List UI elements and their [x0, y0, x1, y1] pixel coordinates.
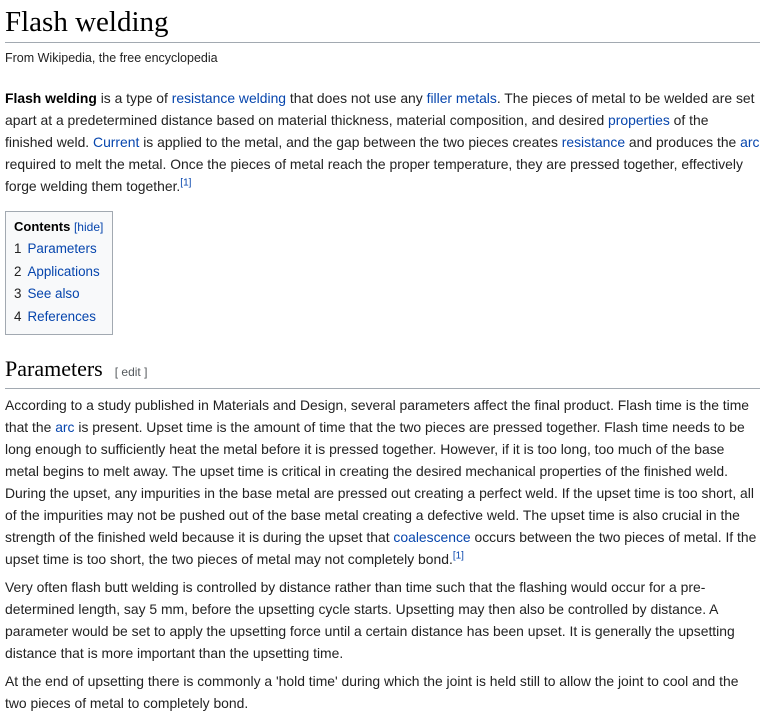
intro-text: of the finished weld.	[5, 112, 709, 150]
site-tagline: From Wikipedia, the free encyclopedia	[5, 51, 218, 65]
intro-text: is applied to the metal, and the gap between the two pieces creates	[139, 134, 562, 150]
table-of-contents	[5, 211, 113, 335]
toc-link[interactable]: See also	[27, 286, 80, 301]
parameters-paragraph-2: Very often flash butt welding is controlled by distance rather than time such that the flashing would occur for a pre-determined length, say 5 mm, before the upsetting cycle starts. Upsetting may then also be controlled by distance. A parameter would be set to apply the upsetting force until a certain distance has been upset. It is generally the upsetting distance that is more important than the upsetting time.	[5, 579, 735, 661]
toc-item-see-also[interactable]	[14, 283, 104, 306]
link-resistance[interactable]: resistance	[561, 134, 626, 150]
intro-text: that does not use any	[286, 90, 427, 106]
link-resistance-welding[interactable]: resistance welding	[171, 90, 287, 106]
toc-number: 3	[14, 286, 22, 301]
intro-text: is a type of	[96, 90, 172, 106]
paragraph-text: is present. Upset time is the amount of time that the two pieces are pressed together. Flash time needs to be long enough to sufficiently heat the metal before it is pressed together. However, if it is too long, too much of the base metal begins to melt away. The upset time is critical in creating the desired mechanical properties of the finished weld. During the upset, any impurities in the base metal are pressed out creating a perfect weld. If the upset time is too short, all of the impurities may not be pushed out of the base metal creating a defective weld. The upset time is also crucial in the strength of the finished weld because it is during the upset that	[5, 419, 754, 545]
toc-item-parameters[interactable]	[14, 238, 104, 261]
toc-number: 1	[14, 241, 22, 256]
parameters-paragraph-1	[5, 394, 760, 570]
intro-text: required to melt the metal. Once the pieces of metal reach the proper temperature, they are pressed together, effectively forge welding them together.	[5, 156, 743, 194]
paragraph-text: occurs between the two pieces of metal. If the upset time is too short, the two pieces of metal may not completely bond.	[5, 529, 757, 567]
link-coalescence[interactable]: coalescence	[393, 529, 471, 545]
paragraph-text: According to a study published in Materials and Design, several parameters affect the final product. Flash time is the time that the	[5, 397, 750, 435]
parameters-paragraph-3: At the end of upsetting there is commonly a 'hold time' during which the joint is held still to allow the joint to cool and the two pieces of metal to completely bond.	[5, 673, 739, 711]
citation-link[interactable]: [1]	[452, 550, 464, 562]
toc-link[interactable]: Applications	[27, 263, 100, 279]
toc-hide-toggle[interactable]: [hide]	[73, 220, 104, 234]
section-title: Parameters	[5, 356, 103, 381]
edit-section-link[interactable]: [ edit ]	[114, 365, 148, 379]
toc-item-references[interactable]	[14, 306, 104, 329]
toc-link[interactable]: Parameters	[27, 241, 97, 256]
toc-number: 4	[14, 308, 22, 324]
page-title: Flash welding	[5, 0, 760, 43]
toc-header	[14, 216, 104, 238]
toc-number: 2	[14, 263, 22, 279]
link-current[interactable]: Current	[93, 134, 140, 150]
intro-text: and produces the	[625, 134, 741, 150]
lead-term: Flash welding	[5, 90, 97, 106]
citation-link[interactable]: [1]	[180, 177, 192, 189]
link-arc[interactable]: arc	[740, 134, 760, 150]
intro-text: . The pieces of metal to be welded are set apart at a predetermined distance based on material thickness, material composition, and desired	[5, 90, 755, 128]
section-heading-parameters	[5, 355, 760, 389]
link-properties[interactable]: properties	[608, 112, 670, 128]
toc-item-applications[interactable]	[14, 261, 104, 284]
link-arc[interactable]: arc	[55, 419, 75, 435]
intro-paragraph	[5, 87, 760, 197]
toc-link[interactable]: References	[27, 308, 96, 324]
link-filler-metals[interactable]: filler metals	[426, 90, 497, 106]
toc-title: Contents	[14, 219, 71, 234]
